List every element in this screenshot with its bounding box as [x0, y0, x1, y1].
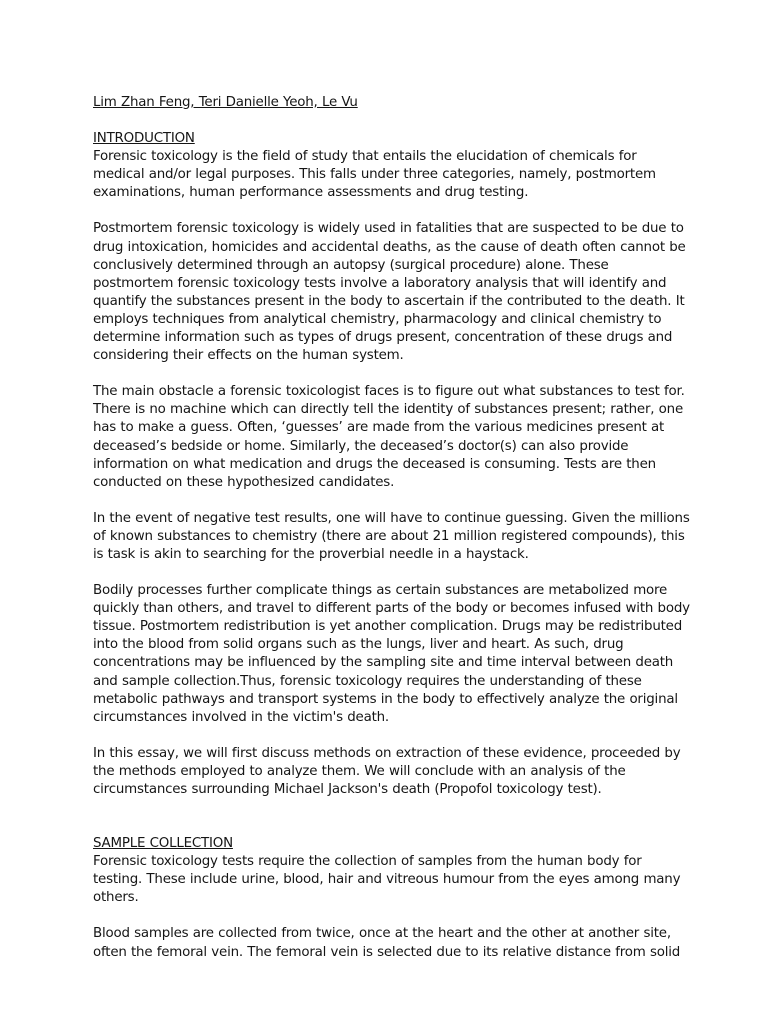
paragraph: Forensic toxicology tests require the collection of samples from the human body for testing. These include urine, blood, hair and vitreous humour from the eyes among many others. — [93, 854, 681, 906]
section-sample-collection — [93, 835, 691, 962]
section-heading-sample-collection: SAMPLE COLLECTION — [93, 836, 233, 852]
paragraph: Blood samples are collected from twice, once at the heart and the other at another site, often the femoral vein. The femoral vein is selected due to its relative distance from solid — [93, 926, 681, 960]
paragraph: In the event of negative test results, one will have to continue guessing. Given the millions of known substances to chemistry (there are about 21 million registered compounds), this is task is akin to searching for the proverbial needle in a haystack. — [93, 510, 690, 562]
paragraph: Bodily processes further complicate things as certain substances are metabolized more quickly than others, and travel to different parts of the body or becomes infused with body tissue. Postmortem redistribution is yet another complication. Drugs may be redistributed into the blood from solid organs such as the lungs, liver and heart. As such, drug concentrations may be influenced by the sampling site and time interval between death and sample collection.Thus, forensic toxicology requires the understanding of these metabolic pathways and transport systems in the body to effectively analyze the original circumstances involved in the victim's death. — [93, 583, 690, 725]
author-line: Lim Zhan Feng, Teri Danielle Yeoh, Le Vu — [93, 95, 358, 110]
document-body — [93, 94, 691, 980]
section-heading-introduction: INTRODUCTION — [93, 131, 195, 147]
section-introduction — [93, 130, 691, 799]
section-spacer — [93, 817, 691, 835]
paragraph: Postmortem forensic toxicology is widely used in fatalities that are suspected to be due to drug intoxication, homicides and accidental deaths, as the cause of death often cannot be conclusively determined through an autopsy (surgical procedure) alone. These postmortem forensic toxicology tests involve a laboratory analysis that will identify and quantify the substances present in the body to ascertain if the contributed to the death. It employs techniques from analytical chemistry, pharmacology and clinical chemistry to determine information such as types of drugs present, concentration of these drugs and considering their effects on the human system. — [93, 221, 686, 364]
paragraph: Forensic toxicology is the field of study that entails the elucidation of chemicals for medical and/or legal purposes. This falls under three categories, namely, postmortem examinations, human performance assessments and drug testing. — [93, 149, 656, 201]
paragraph: The main obstacle a forensic toxicologist faces is to figure out what substances to test for. There is no machine which can directly tell the identity of substances present; rather, one has to make a guess. Often, ‘guesses’ are made from the various medicines present at deceased’s bedside or home. Similarly, the deceased’s doctor(s) can also provide information on what medication and drugs the deceased is consuming. Tests are then conducted on these hypothesized candidates. — [93, 384, 685, 490]
paragraph: In this essay, we will first discuss methods on extraction of these evidence, proceeded by the methods employed to analyze them. We will conclude with an analysis of the circumstances surrounding Michael Jackson's death (Propofol toxicology test). — [93, 745, 681, 797]
